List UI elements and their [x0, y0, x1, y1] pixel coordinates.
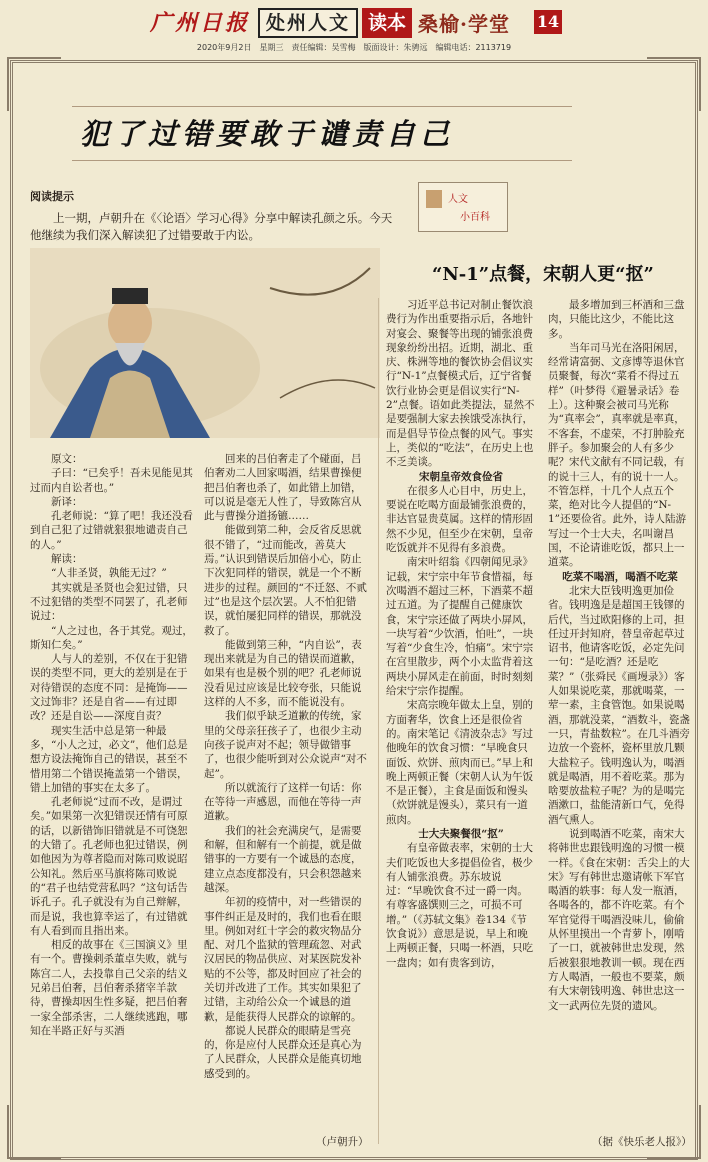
- paragraph: “人之过也，各于其党。观过，斯知仁矣。”: [30, 624, 193, 651]
- paragraph: 能做到第三种，“内自讼”，表现出来就是为自己的错误而道歉，如果有也是极个别的吧？孔老师说没看见过应该是比较夸张，只能说这样的人不多，而不能说没有。: [204, 638, 362, 709]
- paragraph: 南宋叶绍翁《四朝闻见录》记载，宋宁宗中年节食惜福，每次喝酒不超过三杯，下酒菜不超过五道。为了提醒自己健康饮食，宋宁宗还做了两块小屏风，一块写着“少饮酒，怕吐”，一块写着“少食生冷，怕痛”。宋宁宗在宫里散步，两个小太监背着这两块小屏风走在前面，时时刻刻给宋宁宗作提醒。: [386, 556, 534, 698]
- paragraph: 北宋大臣钱明逸更加俭省。钱明逸是是超国王钱镠的后代，当过欧阳修的上司，担任过开封知府，替皇帝起草过诏书，他请客吃饭，必定先问一句：“是吃酒？还是吃菜？”（张舜民《画墁录》）客人如果说吃菜，那就喝菜，一荤一素，主食管饱。如果说喝酒，那就没菜，“酒数斗，瓷盏一只，青盐数粒”。在几斗酒旁边放一个瓷杯，瓷杯里放几颗大盐粒子。钱明逸认为，喝酒就是喝酒，用不着吃菜。那为啥要放盐粒子呢？为的是喝完酒漱口，盐能清新口气，免得酒气熏人。: [548, 584, 690, 826]
- paragraph: 说到喝酒不吃菜，南宋大将韩世忠跟钱明逸的习惯一模一样。《食在宋朝：舌尖上的大宋》写有韩世忠邀请帐下军官喝酒的轶事：每人发一瓶酒，各喝各的，都不许吃菜。有个军官觉得干喝酒没味儿，偷偷从怀里摸出一个青萝卜，刚啃了一口，就被韩世忠发现，然后被狠狠地教训一顿。现在西方人喝酒，一般也不要菜，颇有大宋朝钱明逸、韩世忠这一文一武两位先贤的遗风。: [548, 827, 690, 1012]
- subheading: 吃菜不喝酒，喝酒不吃菜: [562, 570, 678, 583]
- author-signature: （卢朝升）: [316, 1136, 369, 1148]
- paragraph: “人非圣贤，孰能无过？”: [51, 567, 167, 580]
- paragraph: 相反的故事在《三国演义》里有一个。曹操刺杀董卓失败，就与陈宫二人，去投靠自己父亲的结义兄弟吕伯奢，吕伯奢杀猪宰羊款待，曹操却因生性多疑，把吕伯奢一家全部杀害，二人继续逃跑，哪知在半路正好与买酒: [30, 939, 188, 1037]
- logo-text: 人文: [448, 194, 468, 205]
- article-column-2: [204, 452, 370, 1144]
- paragraph: 有皇帝做表率，宋朝的士大夫们吃饭也大多提倡俭省，极少有人铺张浪费。苏东坡说过：“早晚饮食不过一爵一肉。有尊客盛馔则三之，可损不可增。”（《苏轼文集》卷134《节饮食说》）意思是说，早上和晚上两顿正餐，只喝一杯酒，只吃一盘肉；如有贵客到访，: [386, 842, 533, 969]
- lead-title: 阅读提示: [30, 190, 74, 203]
- paragraph: 现实生活中总是第一种最多，“小人之过，必文”，他们总是想方设法掩饰自己的错误，甚至不惜用第二个错误掩盖第一个错误，错上加错的事实在太多了。: [30, 724, 188, 794]
- article-column-1: [30, 452, 196, 1144]
- sidebar-column-1: [386, 298, 536, 1144]
- book-icon: [426, 190, 442, 208]
- reader-tag: 读本: [362, 8, 412, 38]
- source-signature: （据《快乐老人报》）: [592, 1136, 692, 1148]
- section-title: 桑榆·学堂: [418, 12, 510, 36]
- paragraph: 年初的疫情中，对一些错误的事件纠正是及时的，我们也看在眼里。例如对红十字会的救灾物品分配、对几个监狱的管理疏忽、对武汉居民的物品供应、对某医院发补贴的不公等，都及时回应了社会的关切并改进了工作。其实如果犯了过错，主动给公众一个诚恳的道歉，是能获得人民群众的谅解的。: [204, 896, 362, 1023]
- confucius-portrait: [30, 248, 380, 438]
- column-name: 处州人文: [258, 8, 358, 38]
- paragraph: 新译：: [51, 495, 83, 508]
- paragraph: 我们的社会充满戾气，是需要和解，但和解有一个前提，就是做错事的一方要有一个诚恳的态度，建立点态度都没有，只会积怨越来越深。: [204, 824, 362, 894]
- paragraph: 原文：: [51, 453, 83, 465]
- column-divider: [378, 298, 379, 1144]
- masthead: [0, 0, 708, 44]
- page-number: 14: [534, 10, 562, 34]
- paragraph: 孔老师说“过而不改，是谓过矣。”如果第一次犯错误还情有可原的话，以新错饰旧错就是不可饶恕的大错了。孔老师也犯过错误，例如他因为为尊者隐而对陈司败说昭公知礼。然后巫马旗将陈司败说的“君子也结党营私吗？”这句话告诉孔子。孔子就没有为自己辩解，而是说，我也算幸运了，有过错就有人看到而且指出来。: [30, 796, 188, 937]
- paragraph: 我们似乎缺乏道歉的传统，家里的父母亲狂孩子了，也很少主动向孩子说声对不起；领导做错事了，也很少能听到对公众说声“对不起”。: [204, 710, 367, 780]
- paragraph: 在很多人心目中，历史上，要说在吃喝方面最铺张浪费的，非达官显贵莫属。这样的情形固然不少见，但至少在宋朝，皇帝吃饭就并不见得有多浪费。: [386, 484, 533, 555]
- newspaper-brand: 广州日报: [150, 10, 251, 36]
- paragraph: 解读：: [51, 553, 83, 566]
- sidebar-title: “N-1”点餐，宋朝人更“抠”: [432, 264, 654, 285]
- edition-info: 2020年9月2日 星期三 责任编辑：吴雪梅 版面设计：朱骋远 编辑电话：2113719: [196, 43, 512, 52]
- paragraph: 宋高宗晚年做太上皇，别的方面奢华，饮食上还是很俭省的。南宋笔记《清波杂志》写过他晚年的饮食习惯：“早晚食只面饭、炊饼、煎肉而已。”早上和晚上两顿正餐（宋朝人认为午饭不是正餐），主食是面饭和馒头（炊饼就是馒头），菜只有一道煎肉。: [386, 699, 534, 826]
- lead-text: 上一期，卢朝升在《〈论语〉学习心得》分享中解读孔颜之乐。今天他继续为我们深入解读犯了过错要敢于内讼。: [30, 211, 393, 242]
- paragraph: 最多增加到三杯酒和三盘肉，只能比这少，不能比这多。: [548, 299, 685, 340]
- corner-ornament: [7, 57, 61, 111]
- headline-rule: [72, 160, 572, 161]
- article-headline: 犯了过错要敢于谴责自己: [80, 117, 455, 151]
- sidebar-column-2: [548, 298, 692, 1144]
- paragraph: 当年司马光在洛阳闲居，经常请富弼、文彦博等退休官员聚餐，每次“菜肴不得过五样”（叶梦得《避暑录话》卷上）。这种聚会被司马光称为“真率会”，真率就是率真，不客套，不虚荣，不打肿脸充胖子。参加聚会的人有多少呢？宋代文献有不同记载，有的说十三人，有的说十一人。不管怎样，十几个人点五个菜，绝对比今人提倡的“N-1”还要俭省。此外，诗人陆游写过一个士大夫，名叫谢昌国，不论请谁吃饭，都只上一道菜。: [548, 341, 687, 569]
- paragraph: 能做到第二种，会反省反思就很不错了，“过而能改，善莫大焉。”认识到错误后加倍小心，防止下次犯同样的错误，就是一个不断进步的过程。颜回的“不迁怒、不贰过”也是这个层次罢。人不怕犯错误，就怕屡犯同样的错误，那就没救了。: [204, 524, 367, 637]
- paragraph: 其实就是圣贤也会犯过错，只不过犯错的类型不同罢了，孔老师说过：: [30, 581, 188, 623]
- headline-rule: [72, 106, 572, 107]
- subheading: 宋朝皇帝效食俭省: [419, 470, 503, 483]
- logo-text: 小百科: [460, 212, 490, 223]
- paragraph: 孔老师说：“算了吧！我还没看到自己犯了过错就狠狠地谴责自己的人。”: [30, 510, 193, 551]
- paragraph: 习近平总书记对制止餐饮浪费行为作出重要指示后，各地针对宴会、聚餐等出现的铺张浪费现象纷纷出招。近期，湖北、重庆、株洲等地的餐饮协会倡议实行“N-1”点餐模式后，辽宁省餐饮行业协会更是倡议实行“N-2”点餐。语如此类提法，显然不是要强制大家去挨饿受冻执行，而是倡导节俭点餐的风气。事实上，类似的“吃法”，在历史上也不乏美谈。: [386, 299, 535, 469]
- corner-ornament: [647, 57, 701, 111]
- paragraph: 人与人的差别，不仅在于犯错误的类型不同，更大的差别是在于对待错误的态度不同：是掩饰——文过饰非？还是自省——有过即改？还是自讼——深度自责？: [30, 653, 188, 723]
- paragraph: 回来的吕伯奢走了个碰面，吕伯奢劝二人回家喝酒，结果曹操便把吕伯奢也杀了，如此错上加错，可以说是毫无人性了，导致陈宫从此与曹操分道扬镳……: [204, 453, 362, 523]
- subheading: 士大夫聚餐很“抠”: [418, 827, 504, 840]
- paragraph: 都说人民群众的眼睛是雪亮的，你是应付人民群众还是真心为了人民群众，人民群众是能真切地感受到的。: [204, 1024, 362, 1080]
- paragraph: 所以就流行了这样一句话：你在等待一声感恩，而他在等待一声道歉。: [204, 781, 362, 823]
- paragraph: 子曰：“已矣乎！吾未见能见其过而内自讼者也。”: [30, 467, 193, 494]
